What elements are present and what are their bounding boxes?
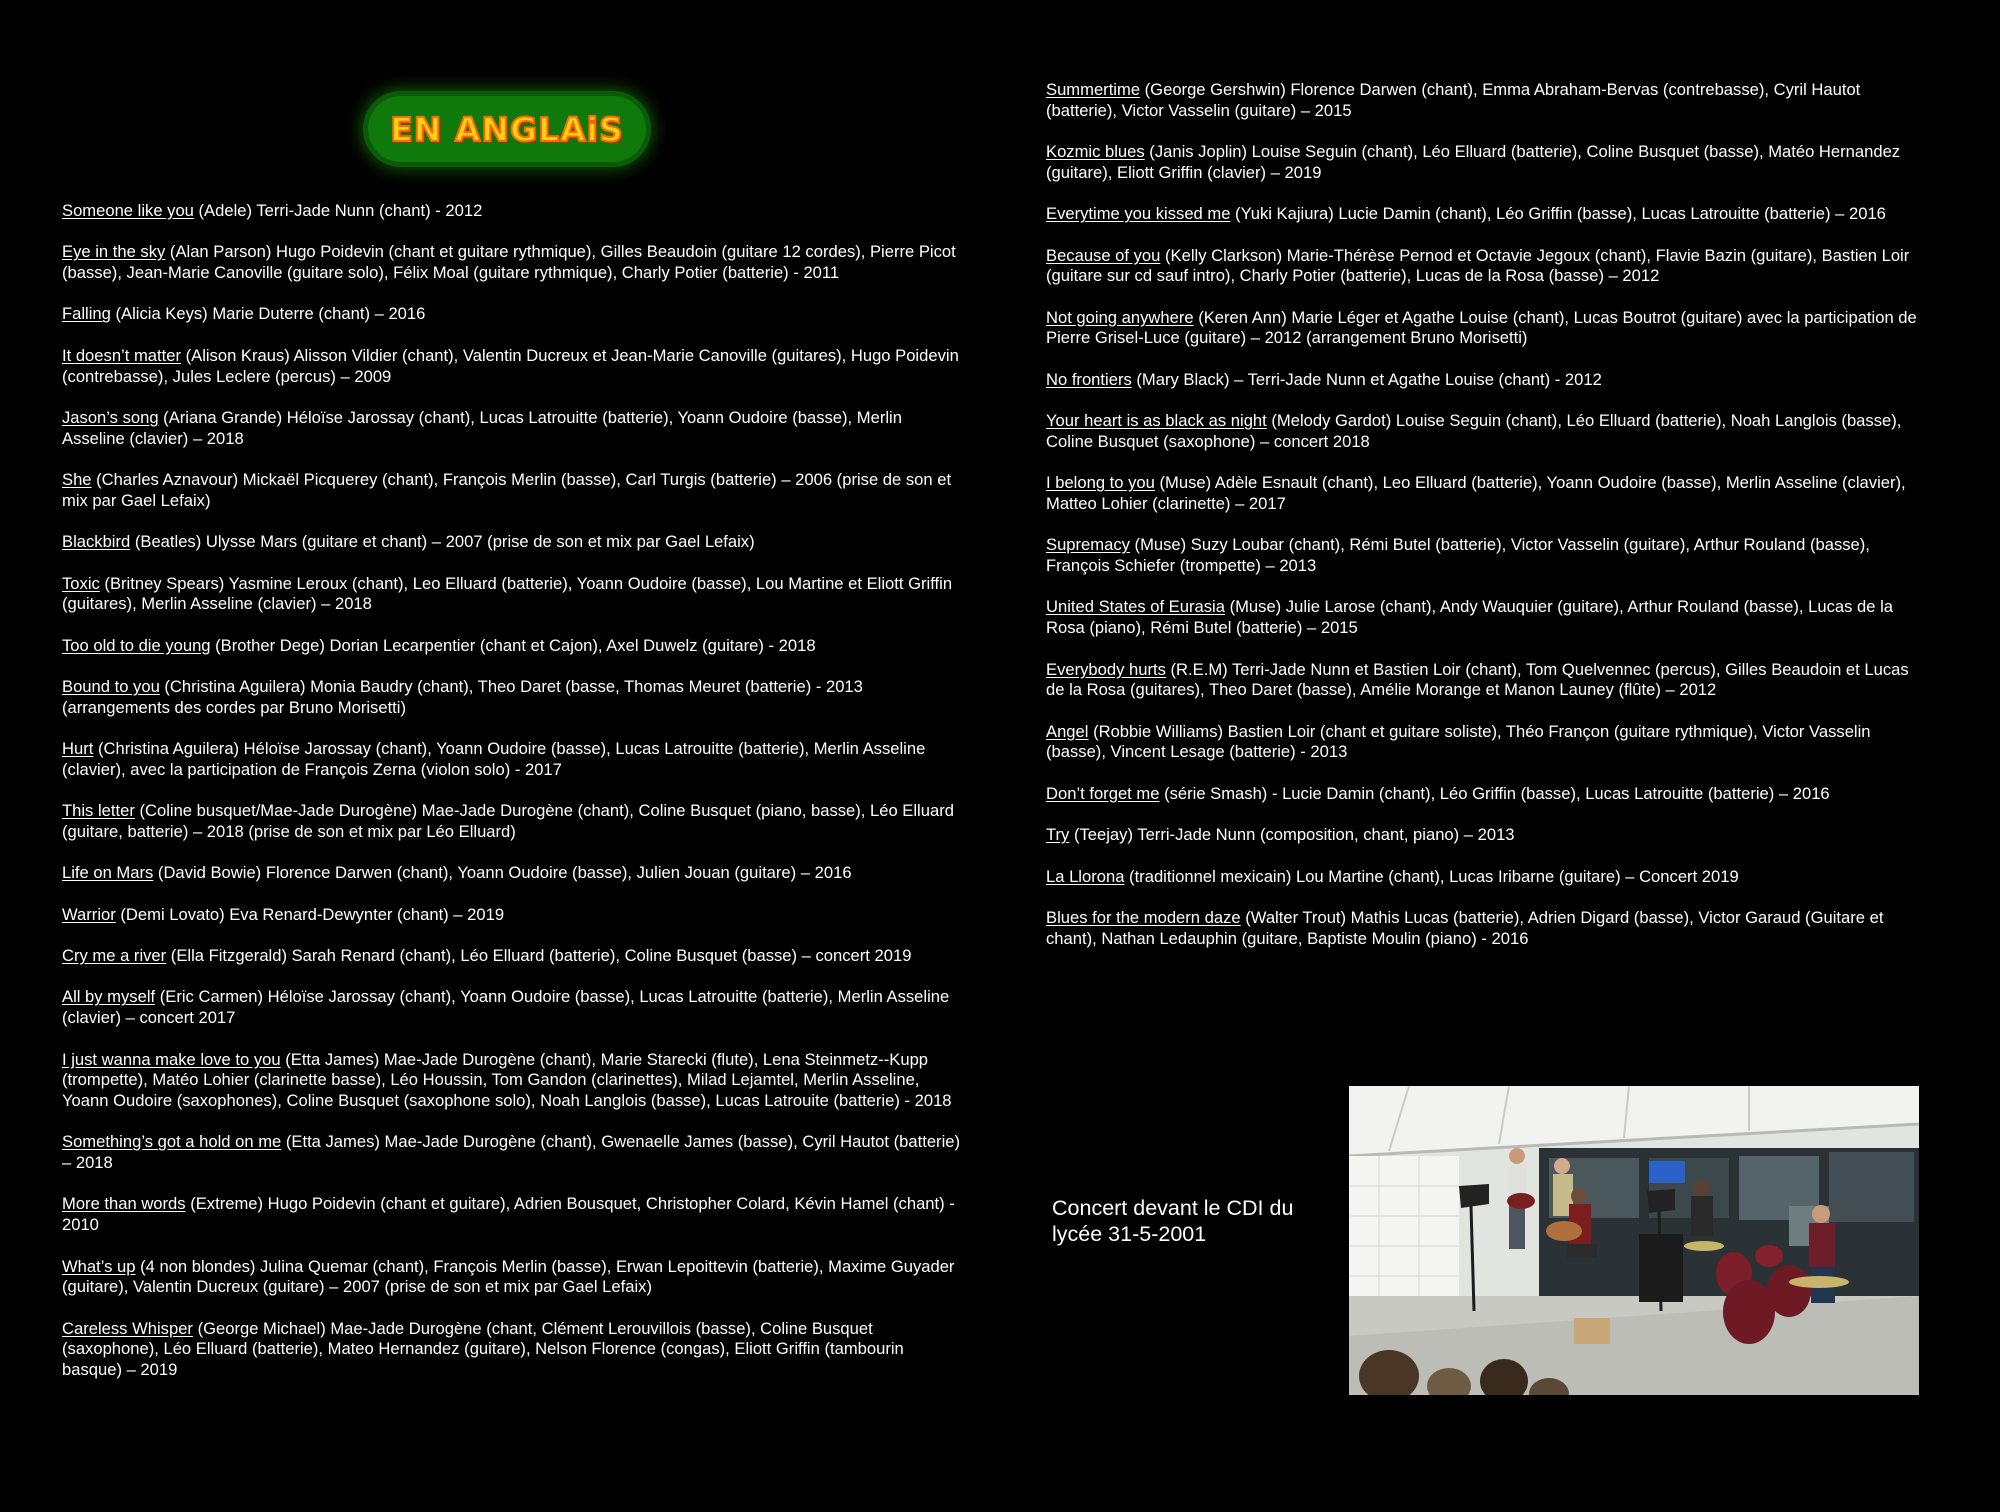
song-entry	[1046, 80, 1926, 121]
song-title: Try	[1046, 825, 1070, 845]
song-entry	[62, 1050, 962, 1112]
song-title: Toxic	[62, 573, 100, 593]
song-title: La Llorona	[1046, 866, 1125, 886]
song-title: Supremacy	[1046, 535, 1130, 555]
song-entry	[1046, 867, 1926, 888]
song-title: Summertime	[1046, 80, 1141, 99]
song-title: Angel	[1046, 721, 1089, 741]
song-title: Blackbird	[62, 532, 131, 552]
song-entry	[62, 636, 962, 657]
en-anglais-logo	[368, 96, 646, 162]
song-title: Falling	[62, 304, 111, 324]
song-details: (Christina Aguilera) Monia Baudry (chant), Theo Daret (basse, Thomas Meuret (batterie) - 2013 (arrangements des cordes par Bruno Morisetti)	[62, 677, 863, 717]
song-details: (Eric Carmen) Héloïse Jarossay (chant), Yoann Oudoire (basse), Lucas Latrouitte (batterie), Merlin Asseline (clavier) – concert 2017	[62, 987, 950, 1028]
song-details: (Muse) Adèle Esnault (chant), Leo Elluard (batterie), Yoann Oudoire (basse), Merlin Asseline (clavier), Matteo Lohier (clarinette) – 2017	[1046, 473, 1906, 513]
photo-caption: Concert devant le CDI du lycée 31-5-2001	[1052, 1196, 1294, 1246]
song-details: (4 non blondes) Julina Quemar (chant), François Merlin (basse), Erwan Lepoittevin (batterie), Maxime Guyader (guitare), Valentin Ducreux (guitare) – 2007 (prise de son et mix par Gael Lefaix)	[62, 1256, 955, 1297]
song-entry	[62, 574, 962, 615]
song-details: (traditionnel mexicain) Lou Martine (chant), Lucas Iribarne (guitare) – Concert 2019	[1124, 866, 1739, 886]
song-title: Your heart is as black as night	[1046, 411, 1267, 431]
song-title: She	[62, 470, 92, 490]
song-entry	[62, 739, 962, 780]
concert-photo	[1349, 1086, 1919, 1395]
song-entry	[1046, 142, 1926, 183]
song-entry	[62, 801, 962, 842]
song-title: Warrior	[62, 904, 116, 924]
logo-text: EN ANGLAiS	[390, 109, 624, 149]
song-entry	[62, 1194, 962, 1235]
song-list-right	[1046, 80, 1926, 970]
song-title: I belong to you	[1046, 473, 1155, 493]
song-title: All by myself	[62, 987, 156, 1007]
song-entry	[1046, 246, 1926, 287]
song-details: (Charles Aznavour) Mickaël Picquerey (chant), François Merlin (basse), Carl Turgis (batterie) – 2006 (prise de son et mix par Gael Lefaix)	[62, 470, 952, 510]
song-title: Kozmic blues	[1046, 142, 1145, 162]
song-entry	[1046, 784, 1926, 805]
song-entry	[62, 946, 962, 967]
song-list-left	[62, 201, 962, 1401]
song-entry	[62, 677, 962, 718]
song-details: (série Smash) - Lucie Damin (chant), Léo Griffin (basse), Lucas Latrouitte (batterie) – 2016	[1159, 783, 1830, 803]
song-entry	[62, 905, 962, 926]
song-title: More than words	[62, 1194, 186, 1214]
song-entry	[1046, 411, 1926, 452]
song-title: Everybody hurts	[1046, 659, 1166, 679]
song-details: (Extreme) Hugo Poidevin (chant et guitare), Adrien Bousquet, Christopher Colard, Kévin Hamel (chant) - 2010	[62, 1194, 955, 1235]
song-details: (Etta James) Mae-Jade Durogène (chant), Marie Starecki (flute), Lena Steinmetz--Kupp (trompette), Matéo Lohier (clarinette basse), Léo Houssin, Tom Gandon (clarinettes), Milad Lejamtel, Merlin Asseline, Yoann Oudoire (saxophones), Coline Busquet (saxophone solo), Noah Langlois (basse), Lucas Latrouite (batterie) - 2018	[62, 1049, 952, 1110]
song-details: (Janis Joplin) Louise Seguin (chant), Léo Elluard (batterie), Coline Busquet (basse), Matéo Hernandez (guitare), Eliott Griffin (clavier) – 2019	[1046, 142, 1901, 182]
song-title: United States of Eurasia	[1046, 597, 1225, 617]
song-entry	[62, 346, 962, 387]
song-title: Not going anywhere	[1046, 307, 1194, 327]
song-entry	[1046, 370, 1926, 391]
song-details: (Demi Lovato) Eva Renard-Dewynter (chant) – 2019	[115, 904, 505, 924]
song-details: (Melody Gardot) Louise Seguin (chant), Léo Elluard (batterie), Noah Langlois (basse), Coline Busquet (saxophone) – concert 2018	[1046, 411, 1902, 451]
song-title: Don’t forget me	[1046, 783, 1160, 803]
song-details: (Beatles) Ulysse Mars (guitare et chant) – 2007 (prise de son et mix par Gael Lefaix)	[130, 532, 755, 552]
song-details: (Robbie Williams) Bastien Loir (chant et guitare soliste), Théo Françon (guitare rythmique), Victor Vasselin (basse), Vincent Lesage (batterie) - 2013	[1046, 721, 1871, 762]
song-entry	[62, 1319, 962, 1381]
song-title: Careless Whisper	[62, 1318, 193, 1338]
song-details: (Mary Black) – Terri-Jade Nunn et Agathe Louise (chant) - 2012	[1131, 369, 1602, 389]
song-details: (George Gershwin) Florence Darwen (chant), Emma Abraham-Bervas (contrebasse), Cyril Hautot (batterie), Victor Vasselin (guitare) – 2015	[1046, 80, 1861, 120]
song-entry	[1046, 473, 1926, 514]
song-details: (Yuki Kajiura) Lucie Damin (chant), Léo Griffin (basse), Lucas Latrouitte (batterie) – 2016	[1230, 204, 1886, 224]
song-details: (Ella Fitzgerald) Sarah Renard (chant), Léo Elluard (batterie), Coline Busquet (basse) – concert 2019	[166, 946, 912, 966]
song-details: (Teejay) Terri-Jade Nunn (composition, chant, piano) – 2013	[1069, 825, 1515, 845]
song-entry	[1046, 204, 1926, 225]
song-title: This letter	[62, 801, 135, 821]
song-details: (Kelly Clarkson) Marie-Thérèse Pernod et Octavie Jegoux (chant), Flavie Bazin (guitare), Bastien Loir (guitare sur cd sauf intro), Charly Potier (batterie), Lucas de la Rosa (basse) – 2012	[1046, 245, 1910, 286]
song-entry	[62, 987, 962, 1028]
song-title: No frontiers	[1046, 369, 1132, 389]
song-entry	[62, 304, 962, 325]
song-entry	[62, 470, 962, 511]
song-entry	[1046, 535, 1926, 576]
song-entry	[1046, 597, 1926, 638]
song-title: Cry me a river	[62, 946, 167, 966]
song-details: (Alison Kraus) Alisson Vildier (chant), Valentin Ducreux et Jean-Marie Canoville (guitares), Hugo Poidevin (contrebasse), Jules Leclere (percus) – 2009	[62, 345, 959, 386]
song-entry	[62, 201, 962, 222]
song-title: Too old to die young	[62, 635, 211, 655]
song-entry	[62, 242, 962, 283]
song-details: (R.E.M) Terri-Jade Nunn et Bastien Loir (chant), Tom Quelvennec (percus), Gilles Beaudoin et Lucas de la Rosa (guitares), Theo Daret (basse), Amélie Morange et Manon Launey (flûte) – 2012	[1046, 659, 1909, 700]
song-entry	[1046, 660, 1926, 701]
song-details: (Brother Dege) Dorian Lecarpentier (chant et Cajon), Axel Duwelz (guitare) - 2018	[210, 635, 816, 655]
song-title: Eye in the sky	[62, 242, 166, 262]
song-title: What’s up	[62, 1256, 136, 1276]
song-details: (Christina Aguilera) Héloïse Jarossay (chant), Yoann Oudoire (basse), Lucas Latrouitte (batterie), Merlin Asseline (clavier), avec la participation de François Zerna (violon solo) - 2017	[62, 739, 926, 779]
song-entry	[62, 408, 962, 449]
song-details: (Alan Parson) Hugo Poidevin (chant et guitare rythmique), Gilles Beaudoin (guitare 12 cordes), Pierre Picot (basse), Jean-Marie Canoville (guitare solo), Félix Moal (guitare rythmique), Charly Potier (batterie) - 2011	[62, 242, 956, 283]
song-title: Blues for the modern daze	[1046, 907, 1241, 927]
song-details: (Alicia Keys) Marie Duterre (chant) – 2016	[110, 304, 426, 324]
song-entry	[1046, 308, 1926, 349]
song-details: (Etta James) Mae-Jade Durogène (chant), Gwenaelle James (basse), Cyril Hautot (batterie) – 2018	[62, 1132, 961, 1173]
song-details: (Muse) Julie Larose (chant), Andy Wauquier (guitare), Arthur Rouland (basse), Lucas de la Rosa (piano), Rémi Butel (batterie) – 2015	[1046, 597, 1894, 638]
song-details: (Walter Trout) Mathis Lucas (batterie), Adrien Digard (basse), Victor Garaud (Guitare et chant), Nathan Ledauphin (guitare, Baptiste Moulin (piano) - 2016	[1046, 907, 1884, 948]
song-title: Hurt	[62, 739, 94, 759]
song-details: (David Bowie) Florence Darwen (chant), Yoann Oudoire (basse), Julien Jouan (guitare) – 2016	[153, 863, 852, 883]
song-details: (Muse) Suzy Loubar (chant), Rémi Butel (batterie), Victor Vasselin (guitare), Arthur Rouland (basse), François Schiefer (trompette) – 2013	[1046, 535, 1870, 576]
song-details: (Ariana Grande) Héloïse Jarossay (chant), Lucas Latrouitte (batterie), Yoann Oudoire (basse), Merlin Asseline (clavier) – 2018	[62, 407, 902, 448]
song-entry	[1046, 722, 1926, 763]
song-details: (George Michael) Mae-Jade Durogène (chant, Clément Lerouvillois (basse), Coline Busquet (saxophone), Léo Elluard (batterie), Mateo Hernandez (guitare), Nelson Florence (congas), Eliott Griffin (tambourin basque) – 2019	[62, 1318, 904, 1380]
song-title: It doesn’t matter	[62, 345, 181, 365]
song-details: (Britney Spears) Yasmine Leroux (chant), Leo Elluard (batterie), Yoann Oudoire (basse), Lou Martine et Eliott Griffin (guitares), Merlin Asseline (clavier) – 2018	[62, 573, 953, 614]
song-entry	[62, 863, 962, 884]
song-title: Everytime you kissed me	[1046, 204, 1231, 224]
song-details: (Coline busquet/Mae-Jade Durogène) Mae-Jade Durogène (chant), Coline Busquet (piano, basse), Léo Elluard (guitare, batterie) – 2018 (prise de son et mix par Léo Elluard)	[62, 801, 954, 841]
song-title: Bound to you	[62, 677, 160, 697]
song-details: (Keren Ann) Marie Léger et Agathe Louise (chant), Lucas Boutrot (guitare) avec la participation de Pierre Grisel-Luce (guitare) – 2012 (arrangement Bruno Morisetti)	[1046, 307, 1917, 348]
song-title: Because of you	[1046, 245, 1161, 265]
song-entry	[62, 1132, 962, 1173]
song-entry	[62, 532, 962, 553]
song-details: (Adele) Terri-Jade Nunn (chant) - 2012	[193, 201, 483, 220]
song-entry	[62, 1257, 962, 1298]
song-title: I just wanna make love to you	[62, 1049, 281, 1069]
song-entry	[1046, 825, 1926, 846]
song-entry	[1046, 908, 1926, 949]
song-title: Life on Mars	[62, 863, 154, 883]
song-title: Something’s got a hold on me	[62, 1132, 282, 1152]
song-title: Jason’s song	[62, 407, 159, 427]
song-title: Someone like you	[62, 201, 194, 220]
